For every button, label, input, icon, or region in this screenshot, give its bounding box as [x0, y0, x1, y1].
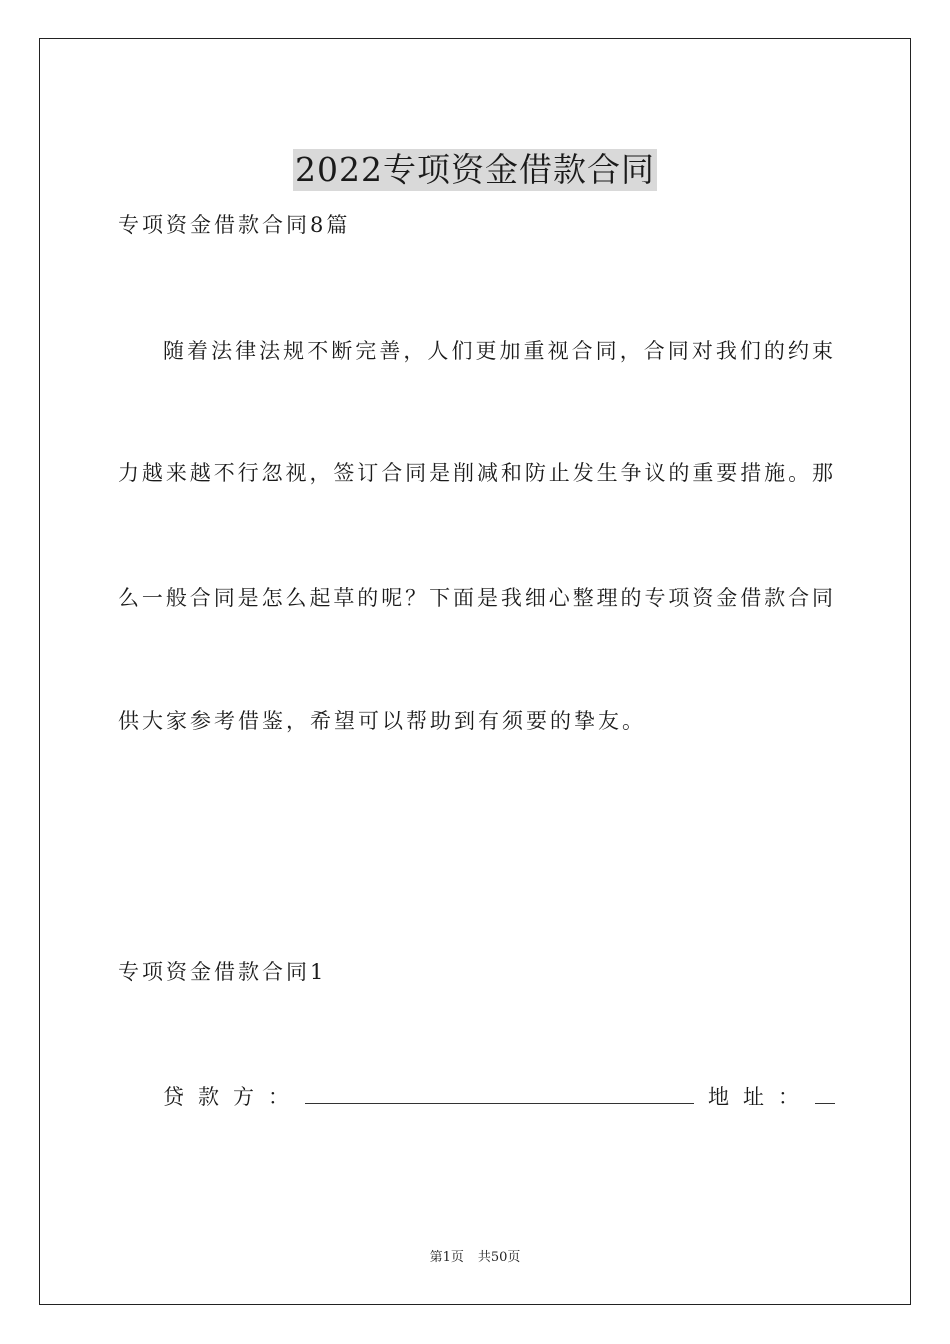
document-subtitle: 专项资金借款合同8篇 [118, 213, 351, 237]
lender-form-row [163, 1082, 835, 1112]
document-title: 2022专项资金借款合同 [295, 150, 655, 190]
intro-line-4: 供大家参考借鉴，希望可以帮助到有须要的挚友。 [118, 709, 646, 733]
page-current: 第1页 [429, 1250, 464, 1265]
intro-line-3: 么一般合同是怎么起草的呢？下面是我细心整理的专项资金借款合同 [118, 586, 833, 610]
lender-label: 贷款方： [163, 1085, 303, 1109]
address-label: 地址： [708, 1085, 813, 1109]
intro-line-2: 力越来越不行忽视，签订合同是削减和防止发生争议的重要措施。那 [118, 461, 833, 485]
intro-line-1: 随着法律法规不断完善，人们更加重视合同，合同对我们的约束 [163, 339, 833, 363]
page-total: 共50页 [477, 1250, 521, 1265]
lender-blank [305, 1083, 694, 1104]
section-heading: 专项资金借款合同1 [118, 960, 327, 984]
title-container [0, 127, 950, 213]
address-blank [815, 1083, 835, 1104]
page-footer [0, 1250, 950, 1266]
